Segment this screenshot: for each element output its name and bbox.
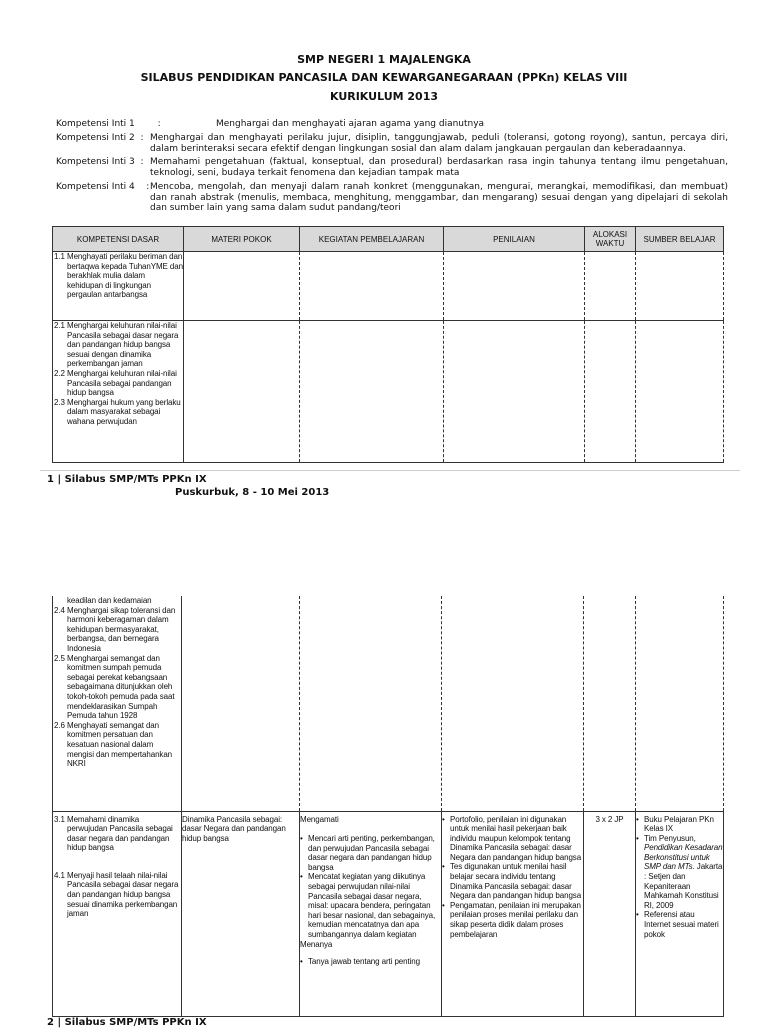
ki-text: Menghargai dan menghayati ajaran agama yang dianutnya [216,119,485,129]
kd-item: 2.4 Menghargai sikap toleransi dan harmoni keberagaman dalam kehidupan bermasyarakat, berbangsa, dan bernegara Indonesia [54,605,176,653]
kd-continuation: keadilan dan kedamaian [67,596,152,605]
kd-item: 3.1 Memahami dinamika perwujudan Pancasila sebagai dasar negara dan pandangan hidup bangsa [54,814,173,853]
ki-label: Kompetensi Inti 4 : [56,182,150,192]
ki-text: Memahami pengetahuan (faktual, konseptual, dan prosedural) berdasarkan rasa ingin tahunya tentang ilmu pengetahuan, teknologi, seni, budaya terkait fenomena dan kejadian tampak mata [150,157,728,178]
penilaian-item: • Tes digunakan untuk menilai hasil belajar secara individu tentang Dinamika Pancasila sebagai: dasar Negara dan pandangan hidup bangsa [442,862,583,900]
syllabus-title: SILABUS PENDIDIKAN PANCASILA DAN KEWARGANEGARAAN (PPKn) KELAS VIII [140,71,628,84]
sumber-item: • Buku Pelajaran PKn Kelas IX [636,815,723,834]
page2-footer: 2 | Silabus SMP/MTs PPKn IX [47,1017,207,1028]
table-row [53,811,724,1016]
kd-item: 2.5 Menghargai semangat dan komitmen sumpah pemuda sebagai perekat kebangsaan sebagaimana ditunjukkan oleh tokoh-tokoh pemuda pada saat mendeklarasikan Sumpah Pemuda tahun 1928 [54,653,175,721]
materi-text: Dinamika Pancasila sebagai: dasar Negara dan pandangan hidup bangsa [182,814,286,843]
kd-cell [53,811,182,1016]
ki-label: Kompetensi Inti 1 : [56,119,161,129]
curriculum-label: KURIKULUM 2013 [329,90,439,103]
sumber-cell [636,811,724,1016]
penilaian-item: • Portofolio, penilaian ini digunakan untuk menilai hasil pekerjaan baik individu maupun kelompok tentang Dinamika Pancasila sebagai: dasar Negara dan pandangan hidup bangsa [442,815,583,863]
kegiatan-item: • Mencatat kegiatan yang diikutinya sebagai perwujudan nilai-nilai Pancasila sebagai dasar negara, misal: upacara bendera, peringatan hari besar nasional, dan sebagainya, kemudian mencatatnya dan apa sumbangannya dalam kegiatan [300,872,441,939]
kd-cell [53,596,182,811]
materi-cell [182,811,300,1016]
school-name: SMP NEGERI 1 MAJALENGKA [297,53,471,66]
ki-text: Mencoba, mengolah, dan menyaji dalam ranah konkret (menggunakan, mengurai, merangkai, memodifikasi, dan membuat) dan ranah abstrak (menulis, membaca, menghitung, menggambar, dan mengarang) sesuai dengan yang dipelajari di sekolah dan sumber lain yang sama dalam sudut pandang/teori [150,182,728,213]
kd-cell [53,321,184,463]
kd-item: 2.3 Menghargai hukum yang berlaku dalam masyarakat sebagai wahana perwujudan [54,397,181,426]
kegiatan-item: • Tanya jawab tentang arti penting [300,957,441,967]
ki-label: Kompetensi Inti 3 : [56,157,144,167]
page1-footer: 1 | Silabus SMP/MTs PPKn IX [47,474,207,485]
kegiatan-heading-mengamati: Mengamati [300,814,339,824]
kd-cell [53,252,184,321]
col-header-sumber: SUMBER BELAJAR [636,227,724,252]
sumber-item: • Tim Penyusun, Pendidikan Kesadaran Berkonstitusi untuk SMP dan MTs. Jakarta : Setjen dan Kepaniteraan Mahkamah Konstitusi RI, 2009 [636,834,723,911]
penilaian-cell [442,811,584,1016]
page-divider [40,470,740,471]
ki-text: Menghargai dan menghayati perilaku jujur, disiplin, tanggungjawab, peduli (toleransi, gotong royong), santun, percaya diri, dalam berinteraksi secara efektif dengan lingkungan sosial dan alam dalam jangkauan pergaulan dan keberadaannya. [150,133,728,154]
kegiatan-cell [300,811,442,1016]
col-header-materi-pokok: MATERI POKOK [184,227,300,252]
alokasi-value: 3 x 2 JP [595,814,624,824]
table-row [53,252,724,321]
kd-item: 2.2 Menghargai keluhuran nilai-nilai Pancasila sebagai pandangan hidup bangsa [54,368,177,398]
kegiatan-heading-menanya: Menanya [300,939,333,949]
kegiatan-item: • Mencari arti penting, perkembangan, dan perwujudan Pancasila sebagai dasar negara dan pandangan hidup bangsa [300,834,441,872]
col-header-kegiatan: KEGIATAN PEMBELAJARAN [300,227,444,252]
sumber-item: • Referensi atau Internet sesuai materi pokok [636,910,723,939]
alokasi-cell [584,811,636,1016]
meeting-footer: Puskurbuk, 8 - 10 Mei 2013 [175,487,330,498]
kd-item: 2.6 Menghayati semangat dan komitmen persatuan dan kesatuan nasional dalam mengisi dan mempertahankan NKRI [54,720,173,769]
syllabus-table-page1 [52,226,724,463]
penilaian-item: • Pengamatan, penilaian ini merupakan penilaian proses menilai perilaku dan sikap peserta didik dalam proses pembelajaran [442,901,583,939]
kd-item: 4.1 Menyaji hasil telaah nilai-nilai Pancasila sebagai dasar negara dan pandangan hidup bangsa sesuai dinamika perkembangan jaman [54,870,179,919]
col-header-kompetensi-dasar: KOMPETENSI DASAR [53,227,184,252]
ki-label: Kompetensi Inti 2 : [56,133,144,143]
col-header-penilaian: PENILAIAN [444,227,585,252]
col-header-alokasi: ALOKASI WAKTU [585,227,636,252]
syllabus-table-page2 [52,596,724,1017]
table-row [53,596,724,811]
kd-item: 1.1 Menghayati perilaku beriman dan bertaqwa kepada TuhanYME dan berakhlak mulia dalam kehidupan di lingkungan pergaulan antarbangsa [54,252,183,300]
kd-item: 2.1 Menghargai keluhuran nilai-nilai Pancasila sebagai dasar negara dan pandangan hidup bangsa sesuai dengan dinamika perkembangan jaman [54,321,179,369]
table-row [53,321,724,463]
